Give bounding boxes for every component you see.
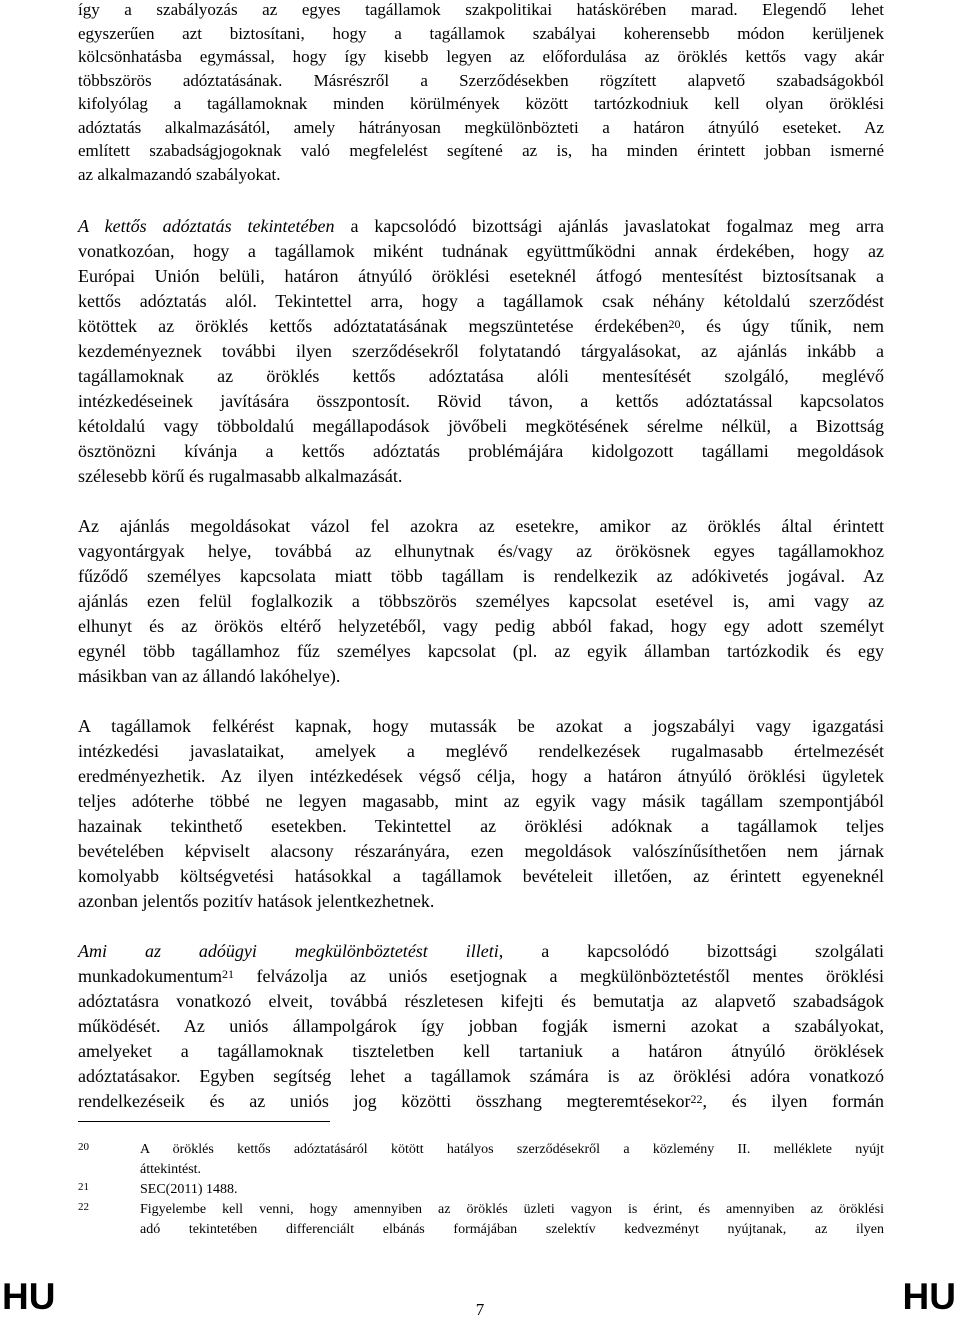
footnote-ref-20[interactable]: 20 (668, 317, 681, 331)
footnote-text: SEC(2011) 1488. (140, 1182, 238, 1197)
text-line: rendelkezéseik és az uniós jog közötti összhang megteremtésekor$^{22}$, és ilyen formán (78, 1091, 885, 1111)
text-line: vagyontárgyak helye, továbbá az elhunytnak és/vagy az örökösnek egyes tagállamokhoz (78, 541, 884, 561)
text-line: hazainak tekinthető esetekben. Tekintettel az öröklési adóknak a tagállamok teljes (78, 816, 884, 836)
italic-lead: Ami az adóügyi megkülönböztetést illeti (78, 941, 499, 961)
text-line: munkadokumentum$^{21}$ felvázolja az uniós esetjognak a megkülönböztetéstől mentes öröklési (78, 966, 884, 986)
paragraph-double-taxation (78, 214, 884, 489)
footnote-text: A öröklés kettős adóztatásáról kötött hatályos szerződésekről a közlemény II. melléklete nyújt (140, 1142, 884, 1157)
text-line: vonatkozóan, hogy a tagállamok miként tudnának együttműködni annak érdekében, hogy az (78, 241, 884, 261)
paragraph-member-states (78, 714, 884, 914)
text-line: kölcsönhatásba egymással, hogy így kisebb legyen az előfordulása az öröklés kettős vagy akár (78, 47, 884, 66)
text-line: többszörös adóztatásának. Másrészről a Szerződésekben rögzített alapvető szabadságokból (78, 70, 884, 90)
text-line: elhunyt és az örökös eltérő helyzetéből, vagy pedig abból fakad, hogy egy adott személyt (78, 616, 884, 636)
footnote-number: 20 (78, 1141, 89, 1153)
text-line: kifolyólag a tagállamoknak minden körülmények között tartózkodniuk kell olyan öröklési (78, 94, 884, 113)
text-line: tagállamoknak az öröklés kettős adóztatása alóli mentesítését szolgáló, meglévő (78, 366, 884, 386)
footnotes (78, 1140, 884, 1240)
paragraph-continuation (78, 0, 884, 186)
paragraph-discrimination (78, 939, 884, 1114)
text-line: kezdeményeznek további ilyen szerződésekről folytatandó tárgyalásokat, az ajánlás inkább a (78, 341, 884, 361)
text-line: kötöttek az öröklés kettős adóztatatásának megszüntetése érdekében$^{20}$, és úgy tűnik, nem (78, 316, 884, 336)
footnote-text: adó tekintetében differenciált elbánás formájában szelektív kedvezményt nyújtanak, az ilyen (140, 1222, 884, 1237)
text-line: adóztatásra vonatkozó elveit, továbbá részletesen kifejti és bemutatja az alapvető szabadságok (78, 991, 884, 1011)
text-line: Az ajánlás megoldásokat vázol fel azokra az esetekre, amikor az öröklés által érintett (78, 516, 884, 536)
page-number: 7 (475, 1300, 485, 1319)
text-line: az alkalmazandó szabályokat. (78, 164, 281, 184)
footnote-ref-21[interactable]: 21 (221, 967, 234, 981)
text-line: azonban jelentős pozitív hatások jelentkezhetnek. (78, 891, 435, 911)
text-line: intézkedéseinek javítására összpontosít. Rövid távon, a kettős adóztatással kapcsolatos (78, 391, 884, 411)
language-code-right: HU (902, 1276, 956, 1317)
text-line: kétoldalú vagy többoldalú megállapodások jövőbeli megkötésének sérelme nélkül, a Bizottság (78, 416, 884, 436)
footnote-text: áttekintést. (140, 1162, 202, 1177)
footnote-20 (78, 1140, 884, 1180)
text-line: fűződő személyes kapcsolata miatt több tagállam is rendelkezik az adókivetés jogával. Az (78, 566, 884, 586)
text-line: egynél több tagállamhoz fűz személyes kapcsolat (pl. az egyik államban tartózkodik és egy (78, 641, 884, 661)
text-line: eredményezhetik. Az ilyen intézkedések végső célja, hogy a határon átnyúló öröklési ügyletek (78, 766, 884, 786)
text-line: teljes adóterhe többé ne legyen magasabb, mint az egyik vagy másik tagállam szempontjából (78, 791, 884, 811)
paragraph-solutions (78, 514, 884, 689)
text-line: adóztatásakor. Egyben segítség lehet a tagállamok számára is az öröklési adóra vonatkozó (78, 1066, 884, 1086)
text-line: említett szabadságjogoknak való megfelelést segítené az is, ha minden érintett jobban ismerné (78, 141, 884, 160)
text-line: amelyeket a tagállamoknak tiszteletben kell tartaniuk a határon átnyúló öröklések (78, 1041, 884, 1061)
text-line: A kettős adóztatás tekintetében a kapcsolódó bizottsági ajánlás javaslatokat fogalmaz meg arra (78, 216, 884, 236)
text-line: Ami az adóügyi megkülönböztetést illeti, a kapcsolódó bizottsági szolgálati (78, 941, 884, 961)
text-line: adóztatás alkalmazásától, amely hátrányosan megkülönbözteti a határon átnyúló eseteket. Az (78, 117, 884, 137)
text-line: kettős adóztatás alól. Tekintettel arra, hogy a tagállamok csak néhány kétoldalú szerződést (78, 291, 884, 311)
footnote-text: Figyelembe kell venni, hogy amennyiben az öröklés üzleti vagyon is érint, és amennyiben az öröklési (140, 1202, 884, 1217)
text-line: egyszerűen azt biztosítani, hogy a tagállamok szabályai koherensebb módon kerüljenek (78, 23, 884, 43)
italic-lead: A kettős adóztatás tekintetében (78, 216, 335, 236)
footnote-separator (78, 1121, 330, 1122)
text-line: szélesebb körű és rugalmasabb alkalmazását. (78, 466, 403, 486)
text-line: komolyabb költségvetési hatásokkal a tagállamok bevételeit illetően, az érintett egyeneknél (78, 866, 884, 886)
text-line: így a szabályozás az egyes tagállamok szakpolitikai hatáskörében marad. Elegendő lehet (78, 0, 884, 19)
footnote-22 (78, 1200, 884, 1240)
text-line: bevételében képviselt alacsony részarányára, ezen megoldások valószínűsíthetően nem járnak (78, 841, 884, 861)
body-text (78, 214, 884, 1139)
text-line: A tagállamok felkérést kapnak, hogy mutassák be azokat a jogszabályi vagy igazgatási (78, 716, 884, 736)
footnote-number: 22 (78, 1201, 89, 1213)
text-line: ösztönözni kívánja a kettős adóztatás problémájára kidolgozott tagállami megoldások (78, 441, 884, 461)
text-line: intézkedési javaslataikat, amelyek a meglévő rendelkezések rugalmasabb értelmezését (78, 741, 884, 761)
text-line: működését. Az uniós állampolgárok így jobban fogják ismerni azokat a szabályokat, (78, 1016, 884, 1036)
footnote-number: 21 (78, 1181, 89, 1193)
text-line: Európai Unión belüli, határon átnyúló öröklési eseteknél átfogó mentesítést biztosítsanak a (78, 266, 884, 286)
footnote-ref-22[interactable]: 22 (690, 1092, 703, 1106)
footnote-21 (78, 1180, 884, 1200)
language-code-left: HU (2, 1276, 56, 1317)
text-line: ajánlás ezen felül foglalkozik a többszörös személyes kapcsolat esetével is, ami vagy az (78, 591, 884, 611)
text-line: másikban van az állandó lakóhelye). (78, 666, 341, 686)
